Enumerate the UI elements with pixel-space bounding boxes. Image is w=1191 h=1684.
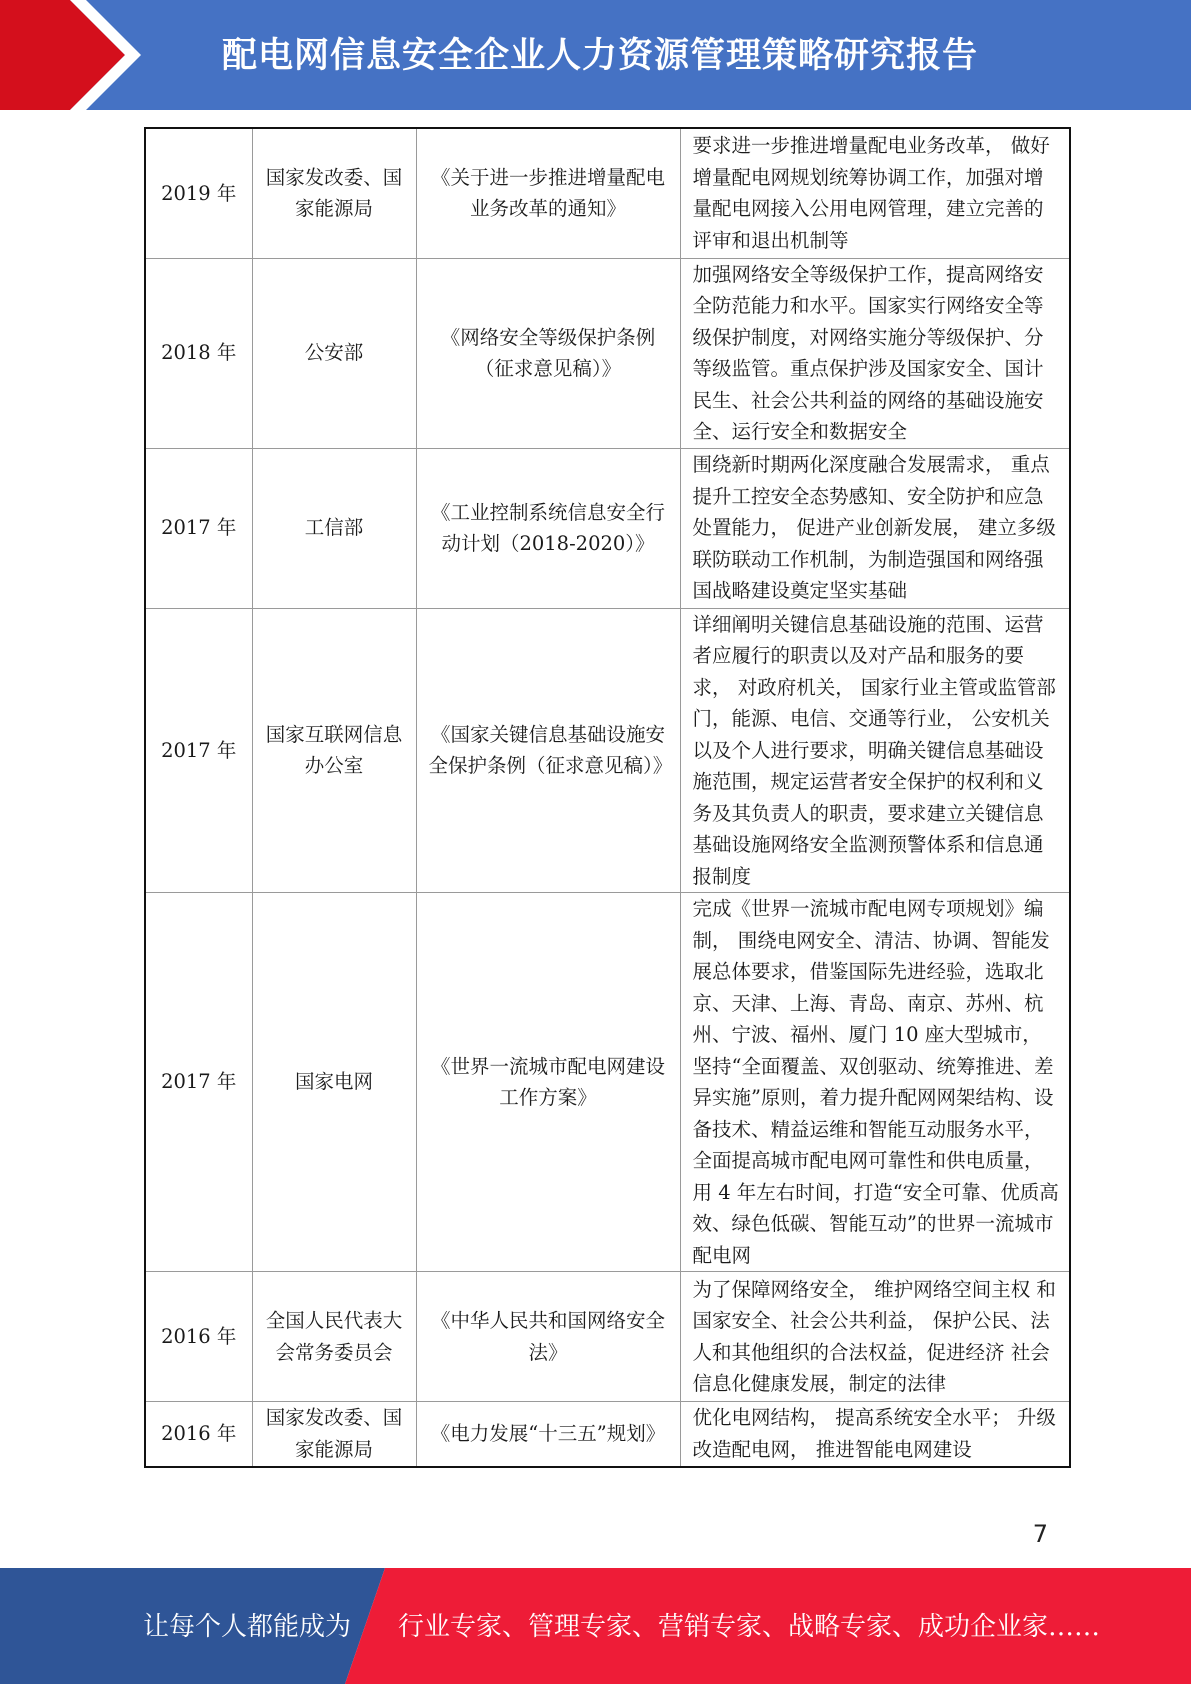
department-cell: 全国人民代表大会常务委员会 [252,1272,416,1402]
page-footer [0,1568,1191,1684]
table-row [145,893,1070,1272]
year-cell: 2019 年 [145,128,252,258]
year-cell: 2018 年 [145,258,252,448]
footer-slogan-right: 行业专家、管理专家、营销专家、战略专家、成功企业家…… [398,1612,1101,1642]
header-arrow-decoration [0,0,160,110]
document-cell: 《国家关键信息基础设施安全保护条例（征求意见稿）》 [416,608,680,893]
policy-table [144,127,1071,1468]
department-cell: 国家电网 [252,893,416,1272]
description-cell: 加强网络安全等级保护工作，提高网络安全防范能力和水平。国家实行网络安全等级保护制度，对网络实施分等级保护、分等级监管。重点保护涉及国家安全、国计民生、社会公共利益的网络的基础设施安全、运行安全和数据安全 [680,258,1070,448]
description-cell: 要求进一步推进增量配电业务改革， 做好增量配电网规划统筹协调工作，加强对增量配电网接入公用电网管理，建立完善的评审和退出机制等 [680,128,1070,258]
page-number: 7 [1032,1520,1048,1548]
document-cell: 《网络安全等级保护条例（征求意见稿）》 [416,258,680,448]
document-cell: 《世界一流城市配电网建设工作方案》 [416,893,680,1272]
year-cell: 2017 年 [145,893,252,1272]
document-cell: 《中华人民共和国网络安全法》 [416,1272,680,1402]
table-row [145,258,1070,448]
department-cell: 工信部 [252,448,416,608]
year-cell: 2017 年 [145,608,252,893]
table-row [145,448,1070,608]
table-row [145,128,1070,258]
department-cell: 国家发改委、国家能源局 [252,1402,416,1467]
department-cell: 公安部 [252,258,416,448]
department-cell: 国家发改委、国家能源局 [252,128,416,258]
page-header [0,0,1191,110]
document-cell: 《电力发展“十三五”规划》 [416,1402,680,1467]
table-row [145,1272,1070,1402]
description-cell: 完成《世界一流城市配电网专项规划》编制， 围绕电网安全、清洁、协调、智能发展总体要求，借鉴国际先进经验，选取北京、天津、上海、青岛、南京、苏州、杭州、宁波、福州、厦门 10 座大型城市，坚持“全面覆盖、双创驱动、统筹推进、差异实施”原则，着力提升配网网架结构、设备技术、精益运维和智能互动服务水平， 全面提高城市配电网可靠性和供电质量，用 4 年左右时间，打造“安全可靠、优质高效、绿色低碳、智能互动”的世界一流城市配电网 [680,893,1070,1272]
report-title: 配电网信息安全企业人力资源管理策略研究报告 [222,36,979,76]
table-row [145,608,1070,893]
description-cell: 优化电网结构， 提高系统安全水平； 升级改造配电网， 推进智能电网建设 [680,1402,1070,1467]
year-cell: 2017 年 [145,448,252,608]
table-row [145,1402,1070,1467]
document-cell: 《工业控制系统信息安全行动计划（2018-2020）》 [416,448,680,608]
description-cell: 为了保障网络安全， 维护网络空间主权 和国家安全、社会公共利益， 保护公民、法人和其他组织的合法权益，促进经济 社会信息化健康发展，制定的法律 [680,1272,1070,1402]
year-cell: 2016 年 [145,1402,252,1467]
footer-slogan-left: 让每个人都能成为 [143,1612,352,1642]
description-cell: 详细阐明关键信息基础设施的范围、运营者应履行的职责以及对产品和服务的要求， 对政府机关， 国家行业主管或监管部门，能源、电信、交通等行业， 公安机关以及个人进行要求，明确关键信息基础设施范围，规定运营者安全保护的权利和义务及其负责人的职责，要求建立关键信息基础设施网络安全监测预警体系和信息通报制度 [680,608,1070,893]
document-cell: 《关于进一步推进增量配电业务改革的通知》 [416,128,680,258]
department-cell: 国家互联网信息办公室 [252,608,416,893]
description-cell: 围绕新时期两化深度融合发展需求， 重点提升工控安全态势感知、安全防护和应急处置能力， 促进产业创新发展， 建立多级联防联动工作机制，为制造强国和网络强国战略建设奠定坚实基础 [680,448,1070,608]
year-cell: 2016 年 [145,1272,252,1402]
